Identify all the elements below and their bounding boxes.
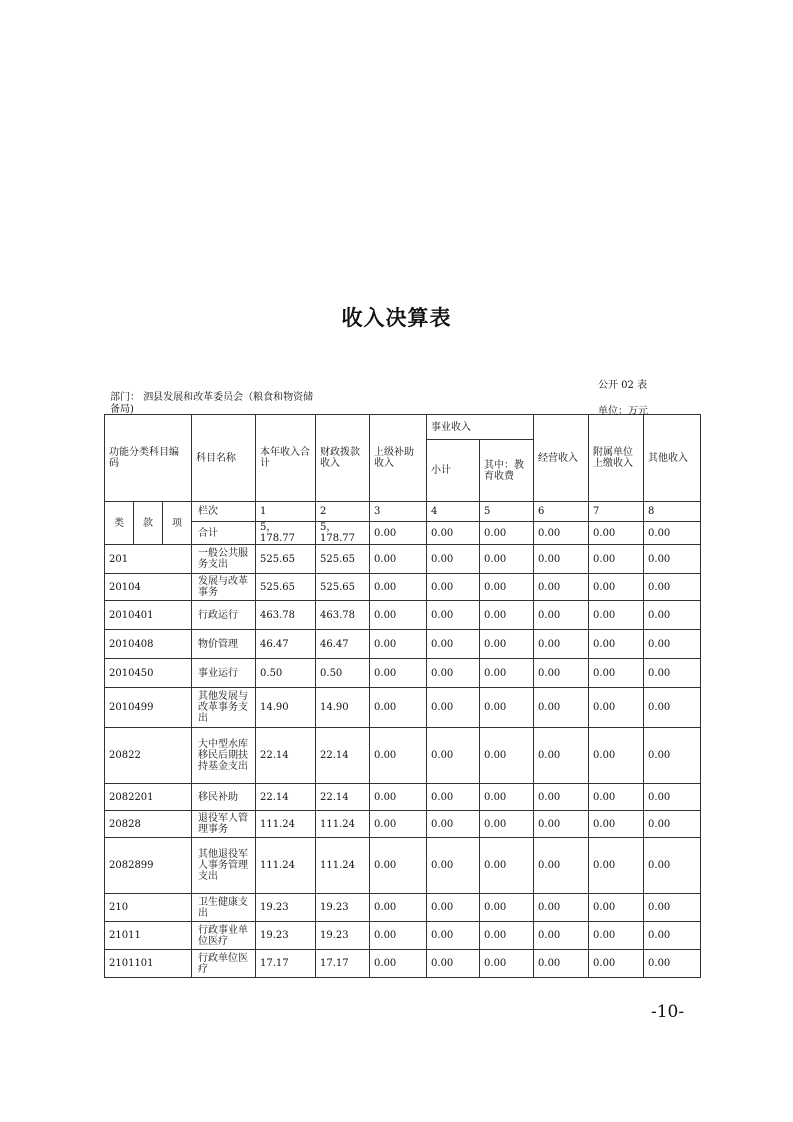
row-value: 525.65 [256,545,316,574]
row-value: 0.00 [534,630,589,659]
row-value: 111.24 [316,811,370,838]
header-upper: 上级补助收入 [370,415,427,502]
row-value: 0.00 [644,574,701,601]
row-name: 事业运行 [192,659,256,688]
total-value: 5，178.77 [256,522,316,545]
department-label: 部门： [110,392,140,403]
col-number: 5 [480,502,534,522]
row-value: 0.00 [589,728,644,784]
col-number: 2 [316,502,370,522]
header-other: 其他收入 [644,415,701,502]
row-value: 0.00 [589,950,644,978]
row-value: 0.00 [644,922,701,950]
row-value: 0.00 [480,894,534,922]
header-name: 科目名称 [192,415,256,502]
row-value: 0.00 [427,922,480,950]
row-value: 0.00 [644,811,701,838]
row-value: 0.00 [589,574,644,601]
row-value: 0.00 [589,630,644,659]
row-value: 0.00 [644,545,701,574]
row-value: 0.00 [480,688,534,728]
row-value: 0.00 [370,688,427,728]
row-name: 发展与改革事务 [192,574,256,601]
income-table [104,414,701,978]
table-row [105,659,701,688]
header-career: 事业收入 [427,415,534,440]
row-value: 0.00 [370,545,427,574]
row-value: 111.24 [256,811,316,838]
row-value: 0.00 [589,659,644,688]
row-value: 0.00 [534,659,589,688]
row-value: 0.00 [480,659,534,688]
row-code: 210 [105,894,192,922]
header-kuan: 款 [134,502,163,545]
table-row [105,950,701,978]
row-value: 525.65 [256,574,316,601]
row-value: 0.00 [644,728,701,784]
row-value: 111.24 [256,838,316,894]
row-value: 0.00 [427,950,480,978]
row-name: 大中型水库移民后期扶持基金支出 [192,728,256,784]
col-number: 8 [644,502,701,522]
header-business: 经营收入 [534,415,589,502]
row-value: 111.24 [316,838,370,894]
row-value: 0.00 [480,630,534,659]
row-name: 其他退役军人事务管理支出 [192,838,256,894]
row-value: 0.00 [589,922,644,950]
total-value: 0.00 [427,522,480,545]
row-value: 0.00 [370,630,427,659]
row-value: 0.00 [534,838,589,894]
row-value: 0.00 [589,688,644,728]
row-name: 行政单位医疗 [192,950,256,978]
col-number: 6 [534,502,589,522]
row-value: 0.50 [316,659,370,688]
table-row [105,894,701,922]
header-xiang: 项 [163,502,192,545]
row-value: 0.00 [370,784,427,811]
row-value: 0.00 [534,601,589,630]
row-value: 0.00 [480,811,534,838]
unit-label: 单位：万元 [598,406,648,417]
row-value: 0.00 [534,922,589,950]
row-value: 0.00 [644,688,701,728]
row-value: 0.00 [427,630,480,659]
row-value: 19.23 [316,922,370,950]
row-value: 0.00 [480,838,534,894]
row-code: 20104 [105,574,192,601]
row-code: 2082899 [105,838,192,894]
row-value: 17.17 [316,950,370,978]
row-value: 0.00 [427,784,480,811]
column-number-row [105,502,701,522]
header-total: 本年收入合计 [256,415,316,502]
row-code: 21011 [105,922,192,950]
table-row [105,630,701,659]
row-value: 0.00 [370,838,427,894]
header-lanci: 栏次 [192,502,256,522]
row-value: 22.14 [256,784,316,811]
row-value: 0.00 [370,950,427,978]
total-value: 5，178.77 [316,522,370,545]
row-value: 0.00 [427,728,480,784]
header-code: 功能分类科目编码 [105,415,192,502]
header-career-subtotal: 小计 [427,440,480,502]
row-name: 行政事业单位医疗 [192,922,256,950]
row-code: 20828 [105,811,192,838]
row-value: 0.00 [644,659,701,688]
total-value: 0.00 [534,522,589,545]
row-name: 移民补助 [192,784,256,811]
page-number: -10- [651,1002,685,1022]
total-value: 0.00 [589,522,644,545]
table-row [105,574,701,601]
row-value: 46.47 [316,630,370,659]
row-value: 0.00 [644,630,701,659]
row-name: 其他发展与改革事务支出 [192,688,256,728]
row-value: 0.00 [644,784,701,811]
total-label: 合计 [192,522,256,545]
table-row [105,601,701,630]
row-value: 0.00 [480,950,534,978]
row-code: 2010401 [105,601,192,630]
row-value: 0.00 [370,574,427,601]
row-value: 525.65 [316,574,370,601]
row-code: 2101101 [105,950,192,978]
row-value: 17.17 [256,950,316,978]
row-value: 0.00 [644,838,701,894]
row-value: 19.23 [316,894,370,922]
row-value: 0.00 [534,545,589,574]
row-value: 0.00 [534,950,589,978]
row-value: 0.00 [370,728,427,784]
row-value: 0.00 [427,601,480,630]
row-value: 46.47 [256,630,316,659]
row-value: 0.00 [480,784,534,811]
row-name: 物价管理 [192,630,256,659]
row-value: 0.00 [427,688,480,728]
table-row [105,838,701,894]
col-number: 4 [427,502,480,522]
table-row [105,922,701,950]
row-value: 0.00 [427,894,480,922]
row-name: 退役军人管理事务 [192,811,256,838]
row-value: 0.00 [534,574,589,601]
table-row [105,784,701,811]
col-number: 7 [589,502,644,522]
row-value: 463.78 [316,601,370,630]
row-code: 2082201 [105,784,192,811]
row-name: 行政运行 [192,601,256,630]
row-value: 0.00 [370,894,427,922]
row-value: 0.00 [644,601,701,630]
row-value: 0.00 [480,922,534,950]
row-value: 0.00 [589,601,644,630]
row-value: 0.00 [370,922,427,950]
row-value: 19.23 [256,922,316,950]
row-value: 0.00 [480,601,534,630]
row-name: 卫生健康支出 [192,894,256,922]
total-row [105,522,701,545]
row-code: 2010450 [105,659,192,688]
row-value: 0.00 [370,659,427,688]
row-code: 2010499 [105,688,192,728]
row-value: 22.14 [256,728,316,784]
total-value: 0.00 [370,522,427,545]
col-number: 1 [256,502,316,522]
department-name: 泗县发展和改革委员会（粮食和物资储备局) [110,392,314,415]
row-value: 463.78 [256,601,316,630]
col-number: 3 [370,502,427,522]
row-value: 0.00 [427,811,480,838]
row-value: 0.00 [534,784,589,811]
table-row [105,728,701,784]
total-value: 0.00 [480,522,534,545]
row-name: 一般公共服务支出 [192,545,256,574]
table-body [105,545,701,978]
row-code: 201 [105,545,192,574]
form-code: 公开 02 表 [598,380,648,391]
row-value: 22.14 [316,728,370,784]
row-value: 0.00 [589,838,644,894]
row-value: 14.90 [316,688,370,728]
row-value: 0.00 [589,894,644,922]
row-value: 0.00 [370,601,427,630]
row-value: 22.14 [316,784,370,811]
row-value: 14.90 [256,688,316,728]
row-value: 0.00 [480,728,534,784]
row-value: 0.00 [534,728,589,784]
row-code: 20822 [105,728,192,784]
row-value: 0.00 [534,688,589,728]
table-title: 收入决算表 [341,306,452,330]
row-value: 0.00 [480,574,534,601]
table-row [105,688,701,728]
header-affiliate: 附属单位上缴收入 [589,415,644,502]
header-row-1 [105,415,701,440]
row-value: 0.50 [256,659,316,688]
header-fiscal: 财政拨款收入 [316,415,370,502]
row-value: 0.00 [370,811,427,838]
row-value: 0.00 [644,950,701,978]
row-value: 0.00 [589,811,644,838]
row-value: 525.65 [316,545,370,574]
row-value: 0.00 [480,545,534,574]
row-code: 2010408 [105,630,192,659]
row-value: 0.00 [589,545,644,574]
total-value: 0.00 [644,522,701,545]
row-value: 0.00 [427,545,480,574]
row-value: 0.00 [644,894,701,922]
row-value: 19.23 [256,894,316,922]
row-value: 0.00 [427,574,480,601]
row-value: 0.00 [534,894,589,922]
table-row [105,545,701,574]
header-class: 类 [105,502,134,545]
row-value: 0.00 [534,811,589,838]
table-row [105,811,701,838]
row-value: 0.00 [427,659,480,688]
department-line [110,392,320,416]
header-career-education: 其中：教育收费 [480,440,534,502]
row-value: 0.00 [589,784,644,811]
row-value: 0.00 [427,838,480,894]
